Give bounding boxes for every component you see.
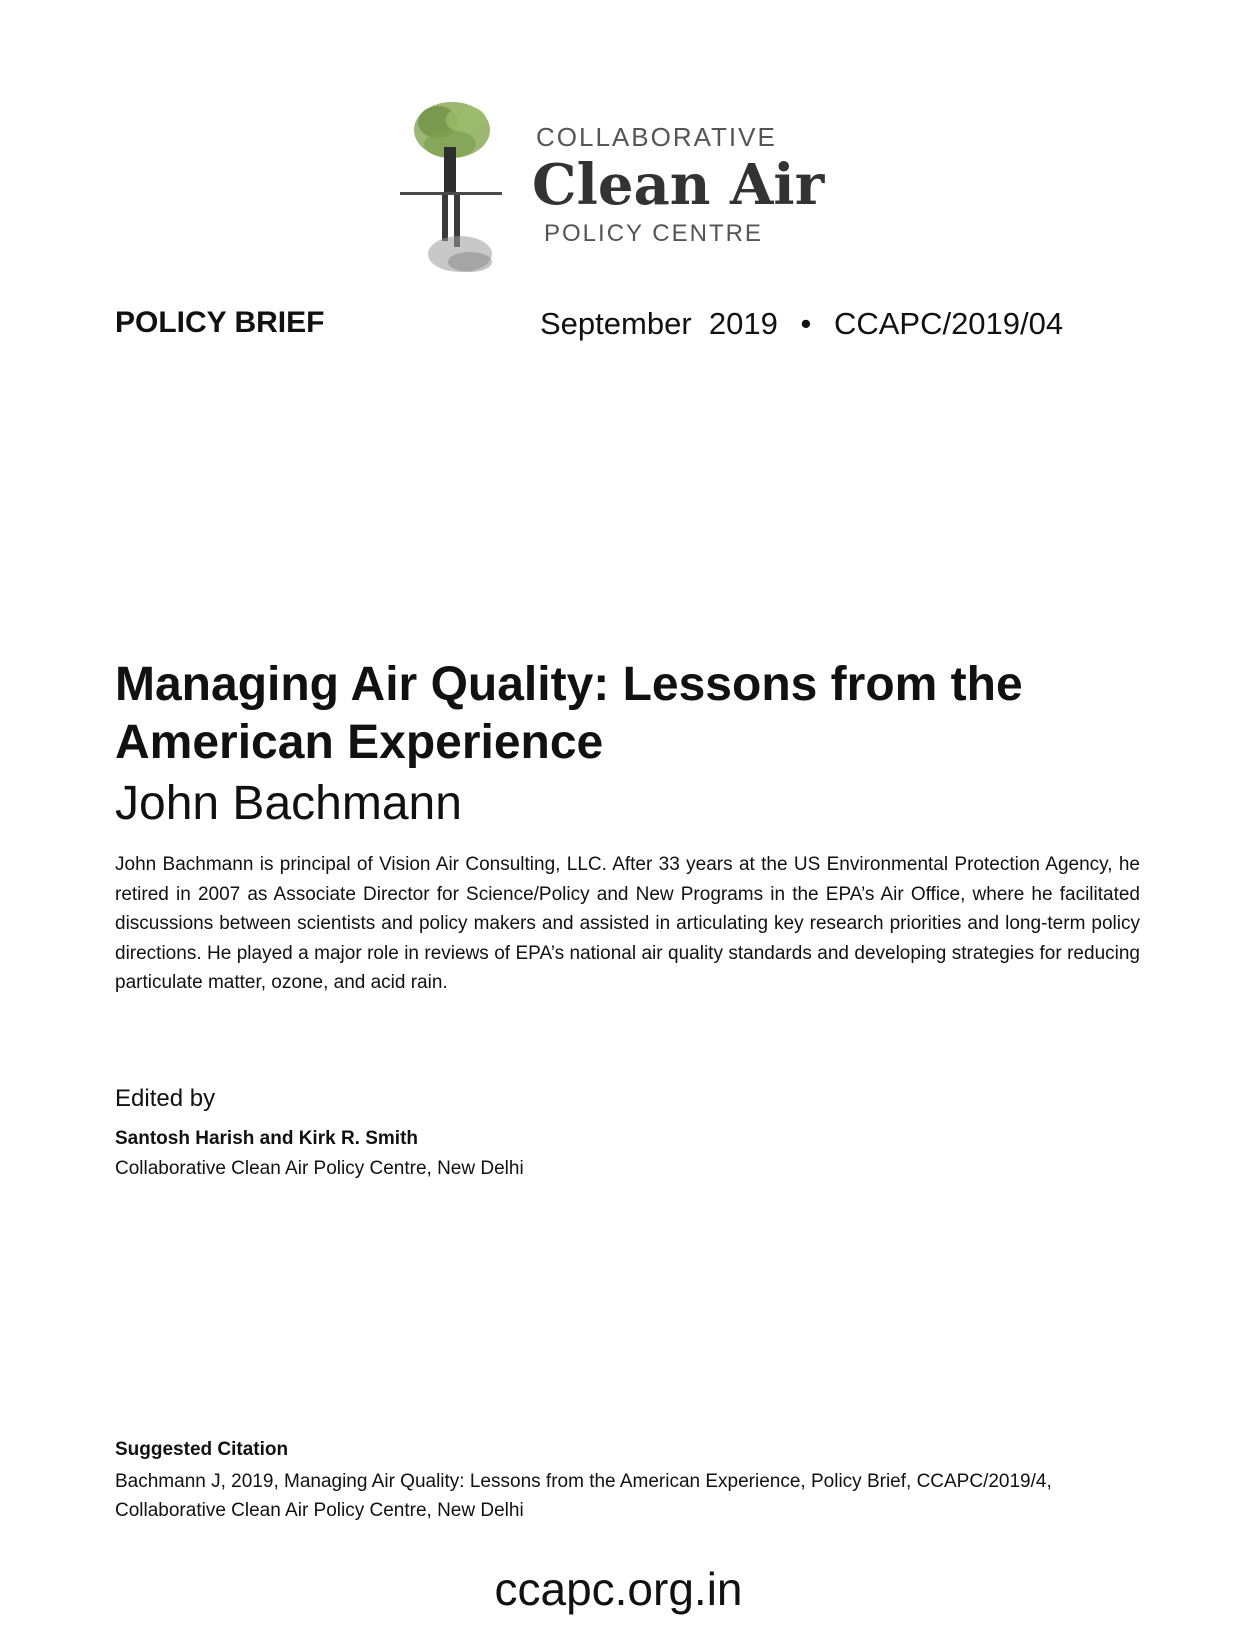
author-bio: John Bachmann is principal of Vision Air Consulting, LLC. After 33 years at the US Environmental Protection Agency, he retired in 2007 as Associate Director for Science/Policy and New Programs in the EPA’s Air Office, where he facilitated discussions between scientists and policy makers and assisted in articulating key research priorities and long-term policy directions. He played a major role in reviews of EPA’s national air quality standards and developing strategies for reducing particulate matter, ozone, and acid rain. [115,854,1140,993]
policy-brief-label: POLICY BRIEF [115,306,325,339]
page-title: Managing Air Quality: Lessons from the American Experience [115,658,1023,769]
editor-names: Santosh Harish and Kirk R. Smith [115,1128,418,1149]
separator-dot: • [800,306,812,341]
editor-organization: Collaborative Clean Air Policy Centre, New Delhi [115,1158,524,1179]
citation-heading: Suggested Citation [115,1439,289,1460]
author-name: John Bachmann [115,777,462,830]
logo-text-policy-centre: POLICY CENTRE [544,220,763,247]
website-url: ccapc.org.in [494,1563,743,1615]
brief-metadata [540,306,1063,342]
logo [400,92,825,282]
citation-text: Bachmann J, 2019, Managing Air Quality: Lessons from the American Experience, Policy Brief, CCAPC/2019/4, Collaborative Clean Air Policy Centre, New Delhi [115,1471,1052,1521]
logo-text-clean-air: Clean Air [532,152,825,218]
brief-code: CCAPC/2019/04 [833,306,1064,341]
logo-text-collaborative: COLLABORATIVE [536,122,777,152]
tree-icon [400,92,530,277]
edited-by-label: Edited by [115,1085,216,1112]
brief-date: September 2019 [540,306,778,341]
